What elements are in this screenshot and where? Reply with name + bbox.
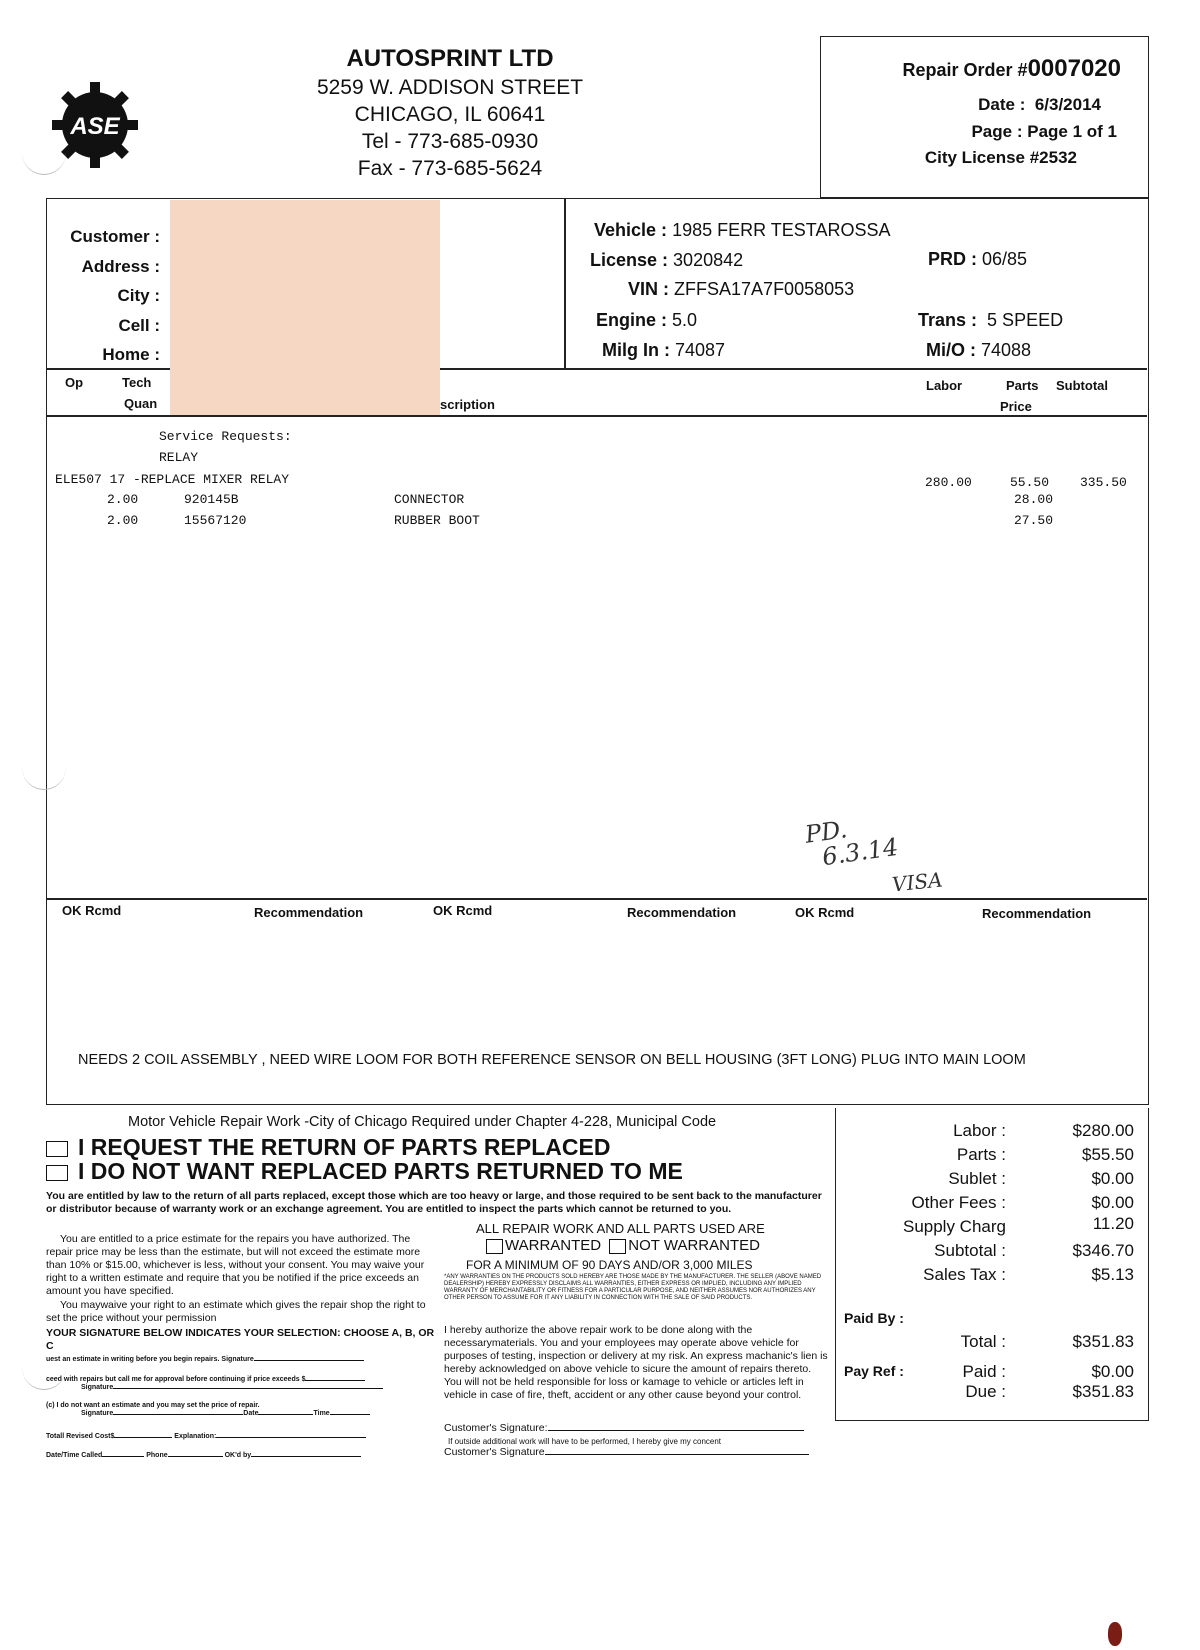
- shop-city: CHICAGO, IL 60641: [354, 103, 546, 126]
- due-label: Due :: [965, 1382, 1006, 1401]
- option-b-signature-label: Signature: [81, 1384, 114, 1391]
- labor-label: Labor :: [953, 1121, 1006, 1140]
- subtotal-amount: $346.70: [1072, 1241, 1134, 1260]
- customer-signature-2: [444, 1446, 830, 1459]
- customer-labels: [50, 222, 160, 370]
- order-number: 0007020: [1027, 55, 1121, 82]
- part-price: 27.50: [1014, 513, 1054, 528]
- sublet-label: Sublet :: [948, 1169, 1006, 1188]
- col-quan: Quan: [124, 396, 158, 411]
- shop-fax: Fax - 773-685-5624: [357, 157, 543, 180]
- datetime-called-label: Date/Time Called: [46, 1452, 103, 1459]
- option-b-signature-line[interactable]: [113, 1388, 383, 1389]
- part-row: [0, 513, 1200, 533]
- recommendation-note: NEEDS 2 COIL ASSEMBLY , NEED WIRE LOOM FOR BOTH REFERENCE SENSOR ON BELL HOUSING (3FT LONG) PLUG INTO MAIN LOOM: [78, 1052, 1026, 1068]
- option-a-text: uest an estimate in writing before you begin repairs. Signature: [46, 1356, 254, 1363]
- trans-value: 5 SPEED: [987, 310, 1064, 330]
- recommendation-1: Recommendation: [254, 905, 364, 920]
- city-label: City :: [117, 286, 160, 305]
- customer-signature-label: Customer's Signature:: [444, 1422, 548, 1434]
- job-subtotal: 335.50: [1080, 475, 1127, 490]
- ok-rcmd-2: OK Rcmd: [433, 903, 493, 918]
- shop-info: [270, 44, 630, 182]
- subtotal-label: Subtotal :: [934, 1241, 1006, 1260]
- signature-select-text: YOUR SIGNATURE BELOW INDICATES YOUR SELECTION: CHOOSE A, B, OR C: [46, 1327, 435, 1352]
- not-warranted-label: NOT WARRANTED: [628, 1237, 760, 1254]
- hole-punch: [22, 745, 66, 790]
- legal-header: Motor Vehicle Repair Work -City of Chicago Required under Chapter 4-228, Municipal Code: [128, 1114, 717, 1130]
- customer-signature-line[interactable]: [548, 1430, 804, 1431]
- city-license: City License #2532: [924, 148, 1077, 167]
- sublet-amount: $0.00: [1091, 1169, 1134, 1188]
- phone-label: Phone: [146, 1452, 168, 1459]
- sales-tax-label: Sales Tax :: [923, 1265, 1006, 1284]
- return-parts-text: I REQUEST THE RETURN OF PARTS REPLACED: [78, 1134, 611, 1160]
- vehicle-label: Vehicle :: [594, 220, 668, 240]
- option-c: [46, 1402, 436, 1418]
- warranty-minimum: FOR A MINIMUM OF 90 DAYS AND/OR 3,000 MILES: [466, 1258, 753, 1272]
- due-amount: $351.83: [1072, 1382, 1134, 1401]
- handwritten-paid-note: [800, 815, 970, 898]
- hole-punch: [22, 1345, 66, 1390]
- option-c-time-line[interactable]: [330, 1414, 370, 1415]
- engine-value: 5.0: [672, 310, 698, 330]
- job-line: ELE507 17 -REPLACE MIXER RELAY: [55, 472, 290, 487]
- trans-label: Trans :: [918, 310, 978, 330]
- option-c-signature-line[interactable]: [113, 1414, 243, 1415]
- entitled-text: You are entitled by law to the return of all parts replaced, except those which are too heavy or large, and those required to be sent back to the manufacturer or distributor because of warranty work or an exchange agreement. You are entitled to inspect the parts which cannot be returned to you.: [46, 1190, 822, 1215]
- vin-label: VIN :: [628, 279, 670, 299]
- parts-amount: $55.50: [1082, 1145, 1134, 1164]
- vehicle-value: 1985 FERR TESTAROSSA: [672, 220, 891, 240]
- col-parts: Parts: [1006, 378, 1039, 393]
- customer-signature-2-line[interactable]: [545, 1454, 809, 1455]
- shop-tel: Tel - 773-685-0930: [361, 130, 539, 153]
- part-price: 28.00: [1014, 492, 1054, 507]
- explanation-line[interactable]: [216, 1437, 366, 1438]
- labor-amount: $280.00: [1072, 1121, 1134, 1140]
- col-tech: Tech: [122, 375, 152, 390]
- part-number: 920145B: [184, 492, 239, 507]
- not-warranted-checkbox[interactable]: [609, 1239, 626, 1254]
- home-label: Home :: [102, 345, 160, 364]
- okd-by-line[interactable]: [251, 1456, 361, 1457]
- pay-ref-label: Pay Ref :: [844, 1363, 904, 1379]
- other-fees-label: Other Fees :: [911, 1193, 1006, 1212]
- revised-cost: [46, 1433, 436, 1441]
- handwritten-line-2: 6.3.14: [820, 832, 900, 872]
- paid-amount: $0.00: [1091, 1362, 1134, 1381]
- option-c-date-line[interactable]: [258, 1414, 313, 1415]
- page-number: Page 1 of 1: [1027, 122, 1117, 141]
- total-amount: $351.83: [1072, 1332, 1134, 1351]
- no-return-text: I DO NOT WANT REPLACED PARTS RETURNED TO ME: [78, 1158, 683, 1184]
- warranty-fine-print: *ANY WARRANTIES ON THE PRODUCTS SOLD HEREBY ARE THOSE MADE BY THE MANUFACTURER. THE SELLER (ABOVE NAMED DEALERSHIP) HEREBY EXPRESSLY DISCLAIMS ALL WARRANTIES, EITHER EXPRESS OR IMPLIED, INCLUDING ANY IMPLIED WARRANTY OF MERCHANTABILITY OR FITNESS FOR A PARTICULAR PURPOSE, AND NEITHER ASSUMES NOR AUTHORIZES ANY OTHER PERSON TO ASSUME FOR IT ANY LIABILITY IN CONNECTION WITH THE SALE OF SAID PRODUCTS.: [444, 1274, 822, 1301]
- handwritten-line-3: VISA: [890, 867, 944, 897]
- warranty-options: [486, 1237, 760, 1254]
- service-requests-label: Service Requests:: [159, 429, 292, 444]
- job-parts: 55.50: [1010, 475, 1050, 490]
- customer-signature-2-label: Customer's Signature: [444, 1446, 545, 1458]
- part-desc: CONNECTOR: [394, 492, 465, 507]
- part-qty: 2.00: [107, 492, 139, 507]
- handwritten-line-1: PD.: [803, 815, 849, 849]
- part-row: [0, 492, 1200, 512]
- prd-label: PRD :: [928, 249, 977, 269]
- call-record: [46, 1452, 436, 1460]
- phone-line[interactable]: [168, 1456, 223, 1457]
- explanation-label: Explanation:: [174, 1433, 217, 1440]
- supply-charge-amount: 11.20: [1092, 1214, 1134, 1233]
- hole-punch: [22, 130, 66, 175]
- service-request-relay: RELAY: [159, 450, 199, 465]
- ase-logo-text: ASE: [70, 113, 120, 140]
- option-b: [46, 1376, 426, 1392]
- stain-mark: [1108, 1622, 1122, 1646]
- warranted-label: WARRANTED: [505, 1237, 602, 1254]
- datetime-called-line[interactable]: [102, 1456, 144, 1457]
- recommendation-3: Recommendation: [982, 906, 1092, 921]
- return-parts-option[interactable]: [46, 1134, 610, 1161]
- date-label: Date :: [978, 95, 1026, 114]
- option-c-signature-label: Signature: [81, 1410, 114, 1417]
- paid-label: Paid :: [962, 1362, 1006, 1381]
- milg-value: 74087: [675, 340, 726, 360]
- address-label: Address :: [81, 256, 160, 276]
- revised-cost-label: Totall Revised Cost$: [46, 1433, 115, 1440]
- col-description: scription: [440, 397, 495, 412]
- order-box: [820, 36, 1149, 198]
- license-label: License :: [590, 250, 669, 270]
- additional-work-text: If outside additional work will have to be performed, I hereby give my concent: [448, 1437, 722, 1446]
- okd-by-label: OK'd by: [224, 1452, 252, 1459]
- order-date: 6/3/2014: [1034, 95, 1101, 114]
- vehicle-info: [570, 218, 1145, 368]
- waive-text: You maywaive your right to an estimate which gives the repair shop the right to set the price without your permission: [46, 1299, 426, 1324]
- customer-label: Customer :: [70, 227, 160, 246]
- return-parts-checkbox[interactable]: [46, 1141, 68, 1157]
- authorization-text: I hereby authorize the above repair work to be done along with the necessarymaterials. You and your employees may operate above vehicle for purposes of testing, inspection or delivery at my risk. An express machanic's lien is hereby acknowledged on above vehicle to sicure the amount of repairs thereto. You will not be held responsible for loss or kamage to vehicle or articles left in vehicle in case of fire, theft, accident or any other cause beyond your control.: [444, 1324, 828, 1401]
- shop-street: 5259 W. ADDISON STREET: [316, 76, 584, 99]
- recommendation-2: Recommendation: [627, 905, 737, 920]
- revised-cost-line[interactable]: [114, 1437, 172, 1438]
- shop-name: AUTOSPRINT LTD: [346, 45, 554, 72]
- option-b-text: ceed with repairs but call me for approval before continuing if price exceeds $: [46, 1376, 306, 1383]
- job-labor: 280.00: [925, 475, 972, 490]
- supply-charge-label: Supply Charg: [902, 1217, 1006, 1236]
- part-desc: RUBBER BOOT: [394, 513, 480, 528]
- customer-signature-1: [444, 1422, 830, 1435]
- page-label: Page :: [971, 122, 1023, 141]
- option-c-time-label: Time: [313, 1410, 330, 1417]
- other-fees-amount: $0.00: [1091, 1193, 1134, 1212]
- ok-rcmd-3: OK Rcmd: [795, 905, 855, 920]
- col-op: Op: [65, 375, 84, 390]
- col-price: Price: [1000, 399, 1032, 414]
- redaction-block: [170, 200, 440, 415]
- vin-value: ZFFSA17A7F0058053: [674, 279, 855, 299]
- totals-box: [835, 1108, 1149, 1421]
- option-b-amount-line[interactable]: [305, 1380, 365, 1381]
- cell-label: Cell :: [118, 315, 160, 335]
- option-c-date-label: Date: [243, 1410, 259, 1417]
- warranty-header: ALL REPAIR WORK AND ALL PARTS USED ARE: [476, 1221, 765, 1236]
- part-qty: 2.00: [107, 513, 139, 528]
- prd-value: 06/85: [982, 249, 1028, 269]
- milg-label: Milg In :: [602, 340, 670, 360]
- option-a-signature-line[interactable]: [254, 1360, 364, 1361]
- no-return-option[interactable]: [46, 1158, 683, 1185]
- option-a: [46, 1356, 426, 1364]
- sales-tax-amount: $5.13: [1091, 1265, 1134, 1284]
- ok-rcmd-1: OK Rcmd: [62, 903, 122, 918]
- mio-label: Mi/O :: [926, 340, 976, 360]
- license-value: 3020842: [673, 250, 744, 270]
- col-subtotal: Subtotal: [1056, 378, 1108, 393]
- engine-label: Engine :: [596, 310, 667, 330]
- col-labor: Labor: [926, 378, 963, 393]
- total-label: Total :: [960, 1332, 1006, 1351]
- parts-label: Parts :: [956, 1145, 1006, 1164]
- option-c-text: (c) I do not want an estimate and you may set the price of repair.: [46, 1402, 260, 1409]
- no-return-checkbox[interactable]: [46, 1165, 68, 1181]
- mio-value: 74088: [981, 340, 1032, 360]
- paid-by-label: Paid By :: [844, 1310, 904, 1326]
- estimate-text: You are entitled to a price estimate for the repairs you have authorized. The repair price may be less than the estimate, but will not exceed the estimate more than 10% or $15.00, whichever is less, without your consent. You may waive your right to a written estimate and require that you be notified if the price exceeds an amount you have specified.: [46, 1233, 425, 1297]
- warranted-checkbox[interactable]: [486, 1239, 503, 1254]
- order-label: Repair Order #: [902, 60, 1028, 80]
- part-number: 15567120: [184, 513, 247, 528]
